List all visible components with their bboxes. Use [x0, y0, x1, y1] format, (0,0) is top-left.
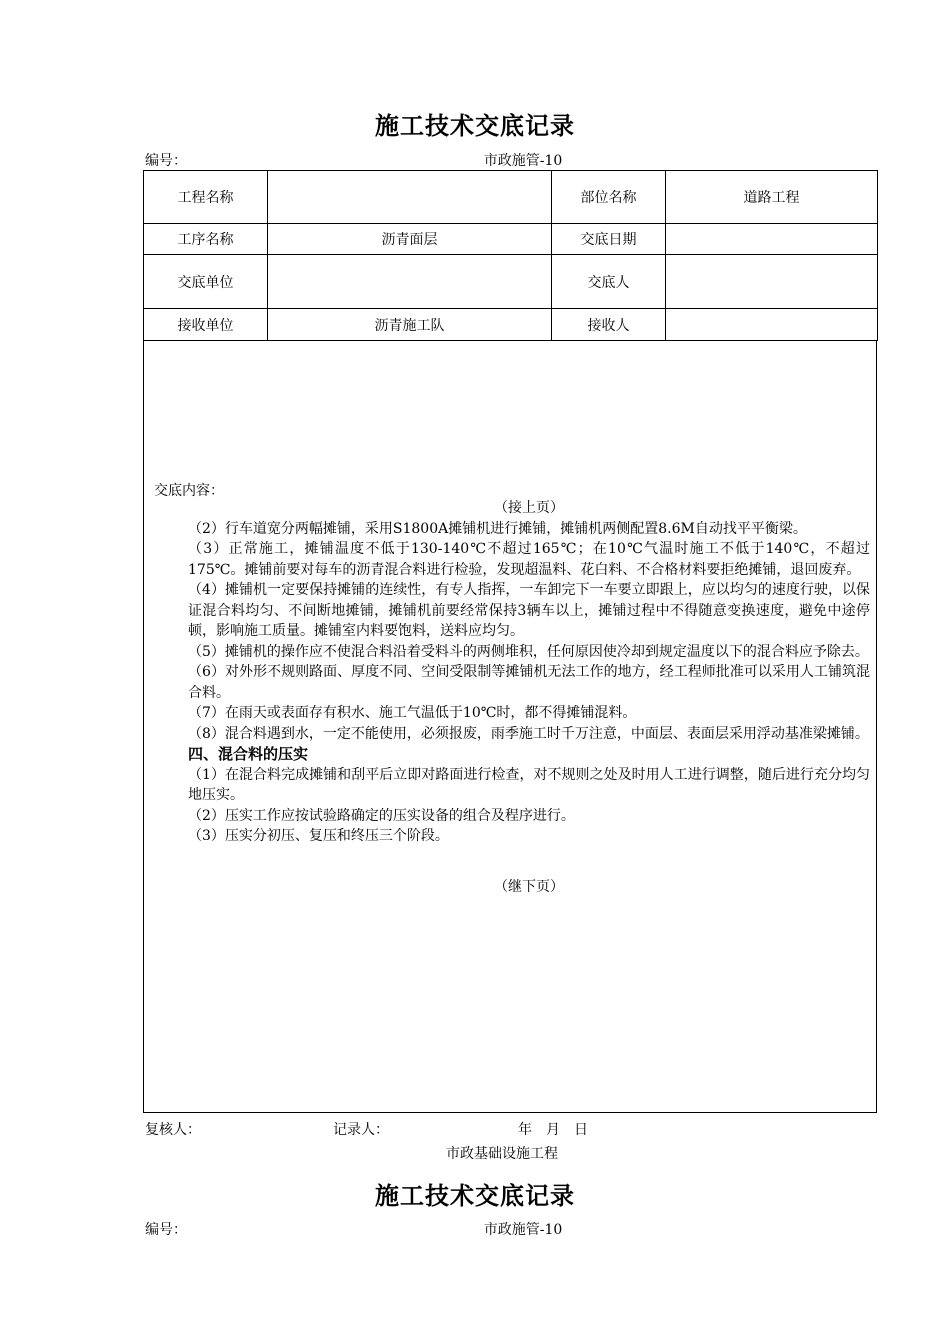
- table-row: [144, 224, 878, 255]
- number-value: 市政施管-10: [483, 153, 563, 169]
- part-name-label: 部位名称: [552, 171, 666, 224]
- footer-project: 市政基础设施工程: [446, 1146, 558, 1162]
- paragraph: （8）混合料遇到水，一定不能使用，必须报废，雨季施工时千万注意，中面层、表面层采用浮动基准梁摊铺。: [188, 725, 869, 742]
- process-label: 工序名称: [144, 224, 268, 255]
- receiver-unit-label: 接收单位: [144, 309, 268, 341]
- paragraph: （5）摊铺机的操作应不使混合料沿着受料斗的两侧堆积，任何原因使冷却到规定温度以下的混合料应予除去。: [188, 643, 869, 660]
- number-label: 编号：: [145, 153, 187, 169]
- receiver-value: [666, 309, 878, 341]
- issuer-value: [666, 255, 878, 309]
- section-paragraph: （3）压实分初压、复压和终压三个阶段。: [188, 828, 449, 844]
- content-label: 交底内容：: [154, 483, 224, 499]
- table-row: [144, 171, 878, 224]
- date-label: 交底日期: [552, 224, 666, 255]
- receiver-unit-value: 沥青施工队: [268, 309, 552, 341]
- date-value: [666, 224, 878, 255]
- table-row: [144, 309, 878, 341]
- project-name-label: 工程名称: [144, 171, 268, 224]
- content-body: [188, 498, 870, 897]
- info-table: [143, 170, 878, 341]
- paragraph: （7）在雨天或表面存有积水、施工气温低于10℃时，都不得摊铺混料。: [188, 705, 637, 721]
- page-title: 施工技术交底记录: [375, 111, 575, 140]
- number-label-2: 编号：: [145, 1222, 187, 1238]
- section-paragraph: （2）压实工作应按试验路确定的压实设备的组合及程序进行。: [188, 807, 575, 824]
- issuer-unit-label: 交底单位: [144, 255, 268, 309]
- paragraph: （3）正常施工，摊铺温度不低于130-140℃不超过165℃；在10℃气温时施工不低于140℃，不超过175℃。摊铺前要对每车的沥青混合料进行检验，发现超温料、花白料、不合格材料要拒绝摊铺，退回废弃。: [188, 541, 870, 578]
- issuer-unit-value: [268, 255, 552, 309]
- paragraph: （2）行车道宽分两幅摊铺，采用S1800A摊铺机进行摊铺，摊铺机两侧配置8.6M自动找平平衡梁。: [188, 520, 807, 537]
- date-fields: 年 月 日: [518, 1122, 588, 1138]
- paragraph: （4）摊铺机一定要保持摊铺的连续性，有专人指挥，一车卸完下一车要立即跟上，应以均匀的速度行驶，以保证混合料均匀、不间断地摊铺，摊铺机前要经常保持3辆车以上，摊铺过程中不得随意变换速度，避免中途停顿，影响施工质量。摊铺室内料要饱料，送料应均匀。: [188, 582, 870, 639]
- process-value: 沥青面层: [268, 224, 552, 255]
- content-box: [143, 340, 877, 1113]
- issuer-label: 交底人: [552, 255, 666, 309]
- part-name-value: 道路工程: [666, 171, 878, 224]
- number-value-2: 市政施管-10: [483, 1222, 563, 1238]
- section-heading: 四、混合料的压实: [188, 745, 309, 763]
- reviewer-label: 复核人：: [145, 1122, 201, 1138]
- continued-from: （接上页）: [494, 500, 564, 516]
- continued-to: （继下页）: [494, 878, 564, 895]
- project-name-value: [268, 171, 552, 224]
- section-paragraph: （1）在混合料完成摊铺和刮平后立即对路面进行检查，对不规则之处及时用人工进行调整，随后进行充分均匀地压实。: [188, 766, 870, 803]
- table-row: [144, 255, 878, 309]
- page-title-2: 施工技术交底记录: [375, 1181, 575, 1210]
- paragraph: （6）对外形不规则路面、厚度不同、空间受限制等摊铺机无法工作的地方，经工程师批准可以采用人工铺筑混合料。: [188, 664, 870, 701]
- recorder-label: 记录人：: [333, 1122, 389, 1138]
- receiver-label: 接收人: [552, 309, 666, 341]
